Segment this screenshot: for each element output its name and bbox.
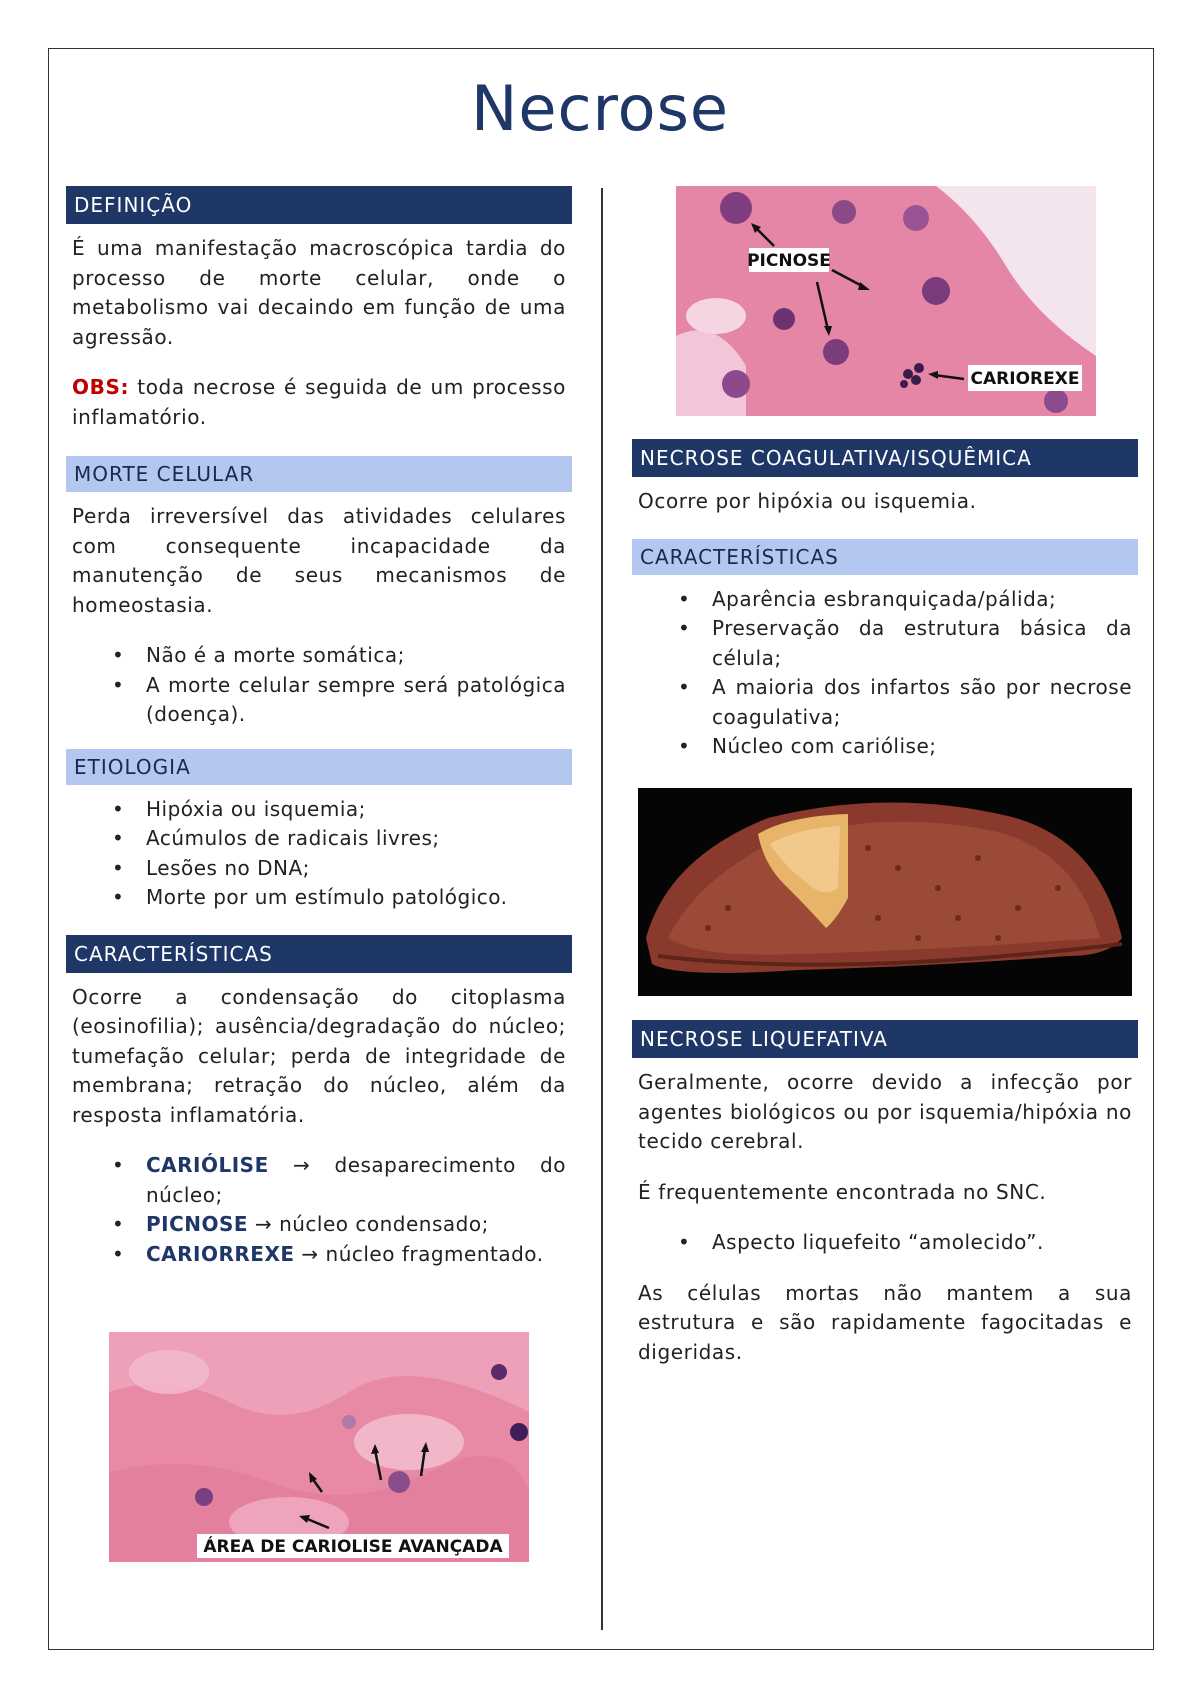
picnose-label: PICNOSE <box>747 251 831 271</box>
morte-celular-text: Perda irreversível das atividades celulares com consequente incapacidade da manutenção de seus mecanismos de homeostasia. <box>72 504 566 617</box>
kidney-infarct-photo <box>638 788 1132 996</box>
obs-label: OBS: <box>72 375 130 399</box>
right-column-bottom <box>632 1020 1138 1367</box>
list-item: • Acúmulos de radicais livres; <box>112 826 440 850</box>
cariorexe-label: CARIOREXE <box>970 369 1080 389</box>
left-column <box>66 186 572 1269</box>
page-title: Necrose <box>470 72 730 145</box>
right-column-top <box>632 439 1138 762</box>
definicao-text: É uma manifestação macroscópica tardia do processo de morte celular, onde o metabolismo vai decaindo em função de uma agressão. <box>72 236 566 349</box>
header-morte-celular: MORTE CELULAR <box>66 456 572 492</box>
list-item: • Núcleo com cariólise; <box>678 734 937 758</box>
liquefativa-text-2: É frequentemente encontrada no SNC. <box>638 1179 1047 1204</box>
list-item: • Aparência esbranquiçada/pálida; <box>678 586 1057 611</box>
cariolise-caption: ÁREA DE CARIOLISE AVANÇADA <box>203 1537 503 1557</box>
caracteristicas-text: Ocorre a condensação do citoplasma (eosinofilia); ausência/degradação do núcleo; tumefação celular; perda de integridade de membrana; retração do núcleo, além da resposta inflamatória. <box>72 984 566 1127</box>
list-item: • Morte por um estímulo patológico. <box>112 885 508 909</box>
liquefativa-text-1: Geralmente, ocorre devido a infecção por agentes biológicos ou por isquemia/hipóxia no tecido cerebral. <box>638 1070 1132 1153</box>
header-definicao: DEFINIÇÃO <box>66 186 572 224</box>
list-item: • Aspecto liquefeito “amolecido”. <box>678 1230 1044 1254</box>
list-item: • A maioria dos infartos são por necrose coagulativa; <box>678 675 1132 729</box>
liquefativa-list <box>632 1228 1138 1258</box>
list-item: • PICNOSE → núcleo condensado; <box>112 1212 489 1236</box>
morte-celular-list <box>66 641 572 730</box>
header-caracteristicas-right: CARACTERÍSTICAS <box>632 539 1138 575</box>
cariolise-micrograph <box>109 1332 529 1562</box>
nuclear-changes-list <box>66 1151 572 1269</box>
header-necrose-coagulativa: NECROSE COAGULATIVA/ISQUÊMICA <box>632 439 1138 477</box>
column-divider <box>601 188 603 1630</box>
caracteristicas-right-list <box>632 585 1138 762</box>
obs-paragraph <box>72 373 566 432</box>
etiologia-list <box>66 795 572 913</box>
header-necrose-liquefativa: NECROSE LIQUEFATIVA <box>632 1020 1138 1058</box>
picnose-micrograph <box>676 186 1096 416</box>
list-item: • Preservação da estrutura básica da célula; <box>678 616 1132 670</box>
list-item: • Não é a morte somática; <box>112 643 405 667</box>
list-item: • Lesões no DNA; <box>112 855 310 880</box>
list-item: • CARIÓLISE → desaparecimento do núcleo; <box>112 1153 566 1207</box>
list-item: • A morte celular sempre será patológica (doença). <box>112 672 566 726</box>
header-etiologia: ETIOLOGIA <box>66 749 572 785</box>
list-item: • Hipóxia ou isquemia; <box>112 796 366 821</box>
liquefativa-text-3: As células mortas não mantem a sua estrutura e são rapidamente fagocitadas e digeridas. <box>638 1280 1132 1364</box>
obs-text: toda necrose é seguida de um processo inflamatório. <box>72 375 566 429</box>
header-caracteristicas-left: CARACTERÍSTICAS <box>66 935 572 973</box>
list-item: • CARIORREXE → núcleo fragmentado. <box>112 1241 544 1266</box>
coagulativa-text: Ocorre por hipóxia ou isquemia. <box>638 489 977 513</box>
